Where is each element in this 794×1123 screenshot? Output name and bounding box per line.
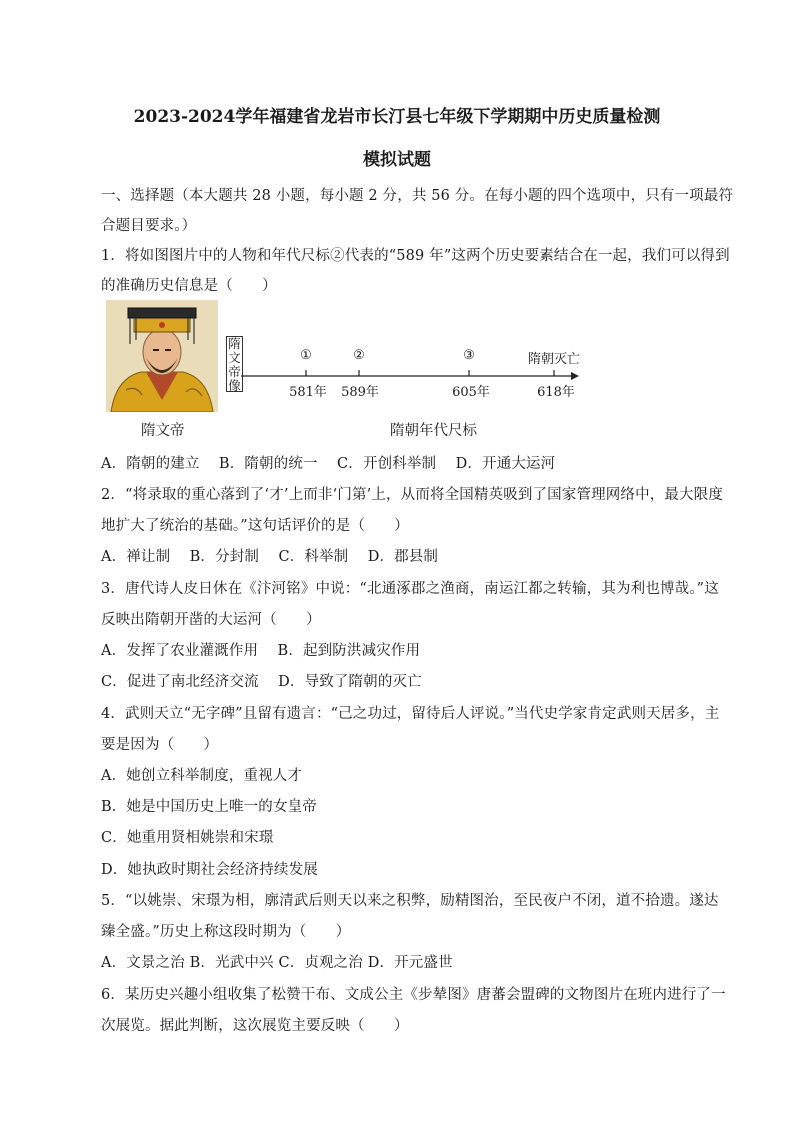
q3-stem-line2: 反映出隋朝开凿的大运河（ ） xyxy=(101,612,321,628)
q4-option-a: A．她创立科举制度，重视人才 xyxy=(101,768,303,784)
timeline-caption: 隋朝年代尺标 xyxy=(390,423,477,439)
q6-stem-line2: 次展览。据此判断，这次展览主要反映（ ） xyxy=(101,1018,409,1034)
portrait-caption: 隋文帝 xyxy=(141,423,185,439)
q2-stem-line2: 地扩大了统治的基础。”这句话评价的是（ ） xyxy=(101,518,409,534)
q1-stem-line2: 的准确历史信息是（ ） xyxy=(101,278,277,294)
emperor-portrait-image xyxy=(106,300,218,412)
q3-stem-line1: 3．唐代诗人皮日休在《汴河铭》中说：“北通涿郡之渔商，南运江都之转输，其为利也博哉。”这 xyxy=(101,581,719,597)
q1-options: A．隋朝的建立 B．隋朝的统一 C．开创科举制 D．开通大运河 xyxy=(101,456,556,472)
timeline-year-label: 618年 xyxy=(537,385,575,400)
q4-stem-line2: 要是因为（ ） xyxy=(101,737,219,753)
section-instructions-line1: 一、选择题（本大题共 28 小题，每小题 2 分，共 56 分。在每小题的四个选项中，只有一项最符 xyxy=(101,188,734,204)
q2-options: A．禅让制 B．分封制 C．科举制 D．郡县制 xyxy=(101,549,439,565)
q4-option-d: D．她执政时期社会经济持续发展 xyxy=(101,862,318,878)
q5-stem-line1: 5．“以姚崇、宋璟为相，廓清武后则天以来之积弊，励精图治，至民夜户不闭，道不拾遗。遂达 xyxy=(101,893,719,909)
timeline-mark-label: ① xyxy=(300,348,312,363)
exam-title-line1: 2023-2024学年福建省龙岩市长汀县七年级下学期期中历史质量检测 xyxy=(133,107,661,127)
timeline-mark-label: 隋朝灭亡 xyxy=(527,352,581,367)
q5-options: A．文景之治 B．光武中兴 C．贞观之治 D．开元盛世 xyxy=(101,955,453,971)
q2-stem-line1: 2．“将录取的重心落到了‘才’上而非‘门第’上，从而将全国精英吸到了国家管理网络中，最大限度 xyxy=(101,487,723,503)
q4-option-c: C．她重用贤相姚崇和宋璟 xyxy=(101,830,274,846)
portrait-vertical-label: 隋 文 帝 像 xyxy=(226,336,243,392)
q1-stem-line1: 1．将如图图片中的人物和年代尺标②代表的“589 年”这两个历史要素结合在一起，我们可以得到 xyxy=(101,248,730,264)
q5-stem-line2: 臻全盛。”历史上称这段时期为（ ） xyxy=(101,924,351,940)
section-instructions-line2: 合题目要求。） xyxy=(101,218,197,234)
q4-option-b: B．她是中国历史上唯一的女皇帝 xyxy=(101,799,317,815)
timeline-mark-label: ② xyxy=(353,348,365,363)
q4-stem-line1: 4．武则天立“无字碑”且留有遗言：“己之功过，留待后人评说。”当代史学家肯定武则天居多，主 xyxy=(101,706,720,722)
q6-stem-line1: 6．某历史兴趣小组收集了松赞干布、文成公主《步辇图》唐蕃会盟碑的文物图片在班内进行了一 xyxy=(101,987,726,1003)
timeline-mark-label: ③ xyxy=(463,348,475,363)
timeline-year-label: 589年 xyxy=(341,385,379,400)
q3-options-line1: A．发挥了农业灌溉作用 B．起到防洪减灾作用 xyxy=(101,643,421,659)
timeline-year-label: 581年 xyxy=(289,385,327,400)
q3-options-line2: C．促进了南北经济交流 D．导致了隋朝的灭亡 xyxy=(101,674,422,690)
exam-title-line2: 模拟试题 xyxy=(363,150,431,170)
q1-figure xyxy=(101,298,701,448)
timeline-year-label: 605年 xyxy=(452,385,490,400)
